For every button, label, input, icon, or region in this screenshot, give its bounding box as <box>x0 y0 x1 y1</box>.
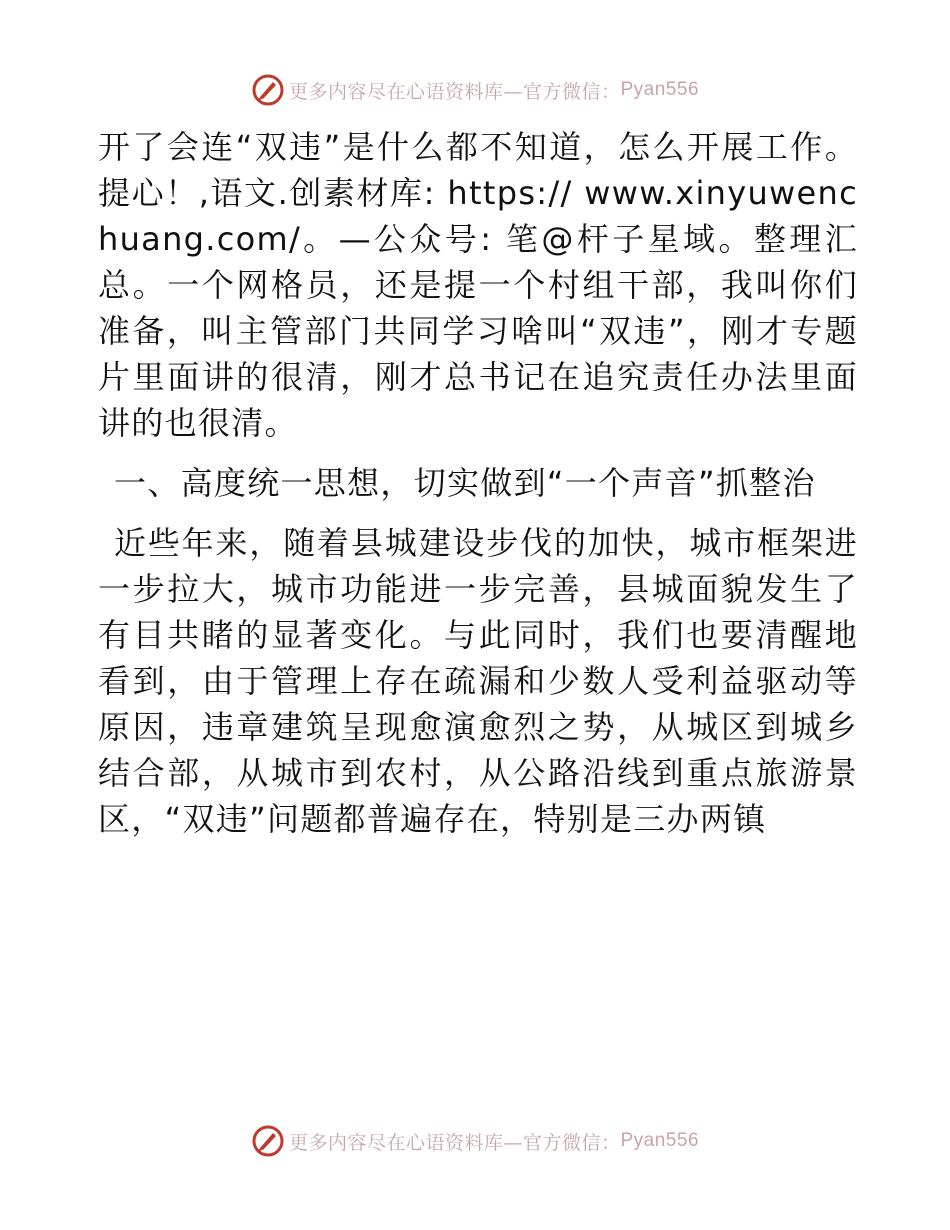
paragraph: 开了会连“双违”是什么都不知道，怎么开展工作。提心！,语文.创素材库: https:// www.xinyuwenchuang.com/。—公众号: 笔@杆子星域。整理汇总。一个网格员，还是提一个村组干部，我叫你们准备，叫主管部门共同学习啥叫“双违”，刚才专题片里面讲的很清，刚才总书记在追究责任办法里面讲的也很清。 <box>98 128 858 442</box>
quill-logo-icon <box>251 73 285 107</box>
watermark-wechat-id: Pyan556 <box>620 79 700 100</box>
watermark-text: 更多内容尽在心语资料库—官方微信： <box>288 1131 621 1154</box>
paragraph: 近些年来，随着县城建设步伐的加快，城市框架进一步拉大，城市功能进一步完善，县城面貌发生了有目共睹的显著变化。与此同时，我们也要清醒地看到，由于管理上存在疏漏和少数人受利益驱动等原因，违章建筑呈现愈演愈烈之势，从城区到城乡结合部，从城市到农村，从公路沿线到重点旅游景区，“双违”问题都普遍存在，特别是三办两镇 <box>98 524 858 838</box>
page-footer-watermark <box>0 1121 950 1161</box>
section-heading: 一、高度统一思想，切实做到“一个声音”抓整治 <box>114 464 816 502</box>
quill-logo-icon <box>251 1124 285 1158</box>
watermark-wechat-id: Pyan556 <box>620 1130 700 1151</box>
page-header-watermark <box>0 70 950 110</box>
document-body <box>98 124 858 842</box>
watermark-text: 更多内容尽在心语资料库—官方微信： <box>288 80 621 103</box>
